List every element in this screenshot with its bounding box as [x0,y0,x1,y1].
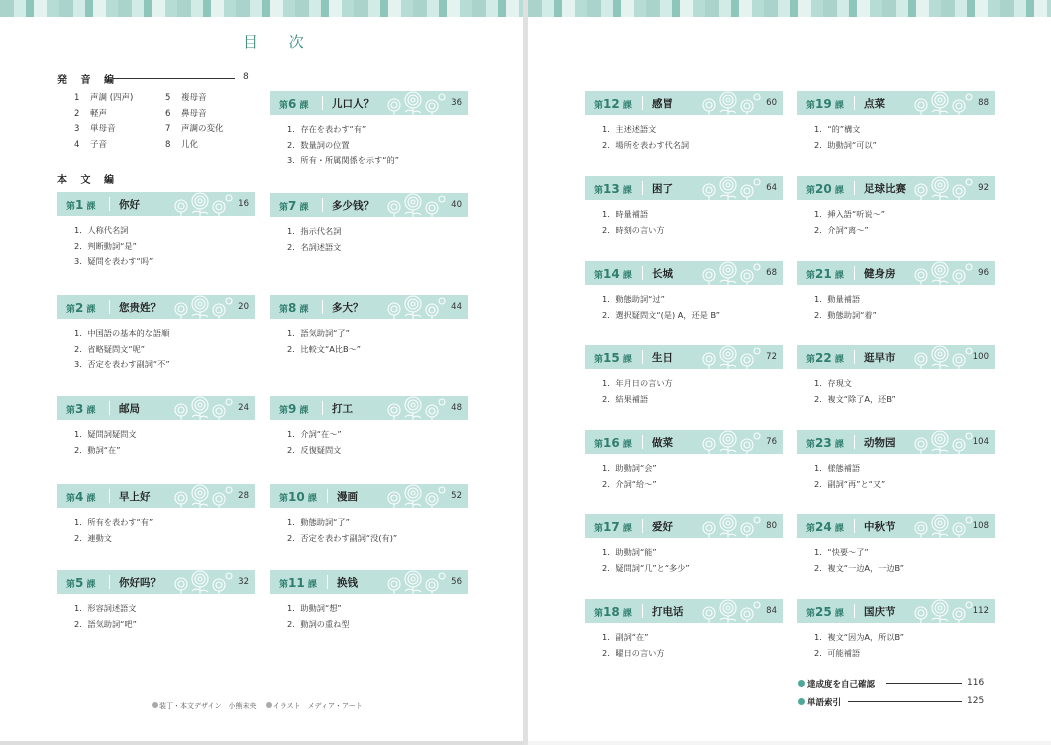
spiral-flower-decoration [695,514,765,538]
main-section-label: 本 文 編 [57,175,119,186]
lesson-page: 112 [972,606,989,616]
lesson-topic: 2．可能補語 [814,647,861,658]
spiral-flower-decoration [907,514,977,538]
lesson-number: 第4 課 [66,490,96,504]
divider [642,266,643,280]
lesson-topic: 2．判断動詞“是” [74,240,137,251]
lesson-entry-1[interactable] [57,192,255,270]
lesson-title: 长城 [652,268,673,280]
lesson-page: 32 [238,577,249,587]
divider [854,181,855,195]
lesson-entry-6[interactable] [270,91,468,169]
lesson-entry-13[interactable] [585,176,783,238]
lesson-page: 52 [451,491,462,501]
lesson-topics [814,292,995,323]
lesson-header[interactable] [57,192,255,216]
lesson-page: 80 [766,521,777,531]
divider [322,198,323,212]
lesson-number: 第3 課 [66,402,96,416]
divider [642,181,643,195]
lesson-topics [287,326,468,357]
lesson-topics [287,515,468,546]
decorative-top-band [528,0,1051,17]
divider [854,96,855,110]
lesson-entry-9[interactable] [270,396,468,458]
lesson-topics [74,601,255,632]
lesson-entry-7[interactable] [270,193,468,255]
lesson-header[interactable] [797,345,995,369]
spiral-flower-decoration [167,396,237,420]
lesson-title: 您贵姓？ [119,302,161,314]
lesson-entry-2[interactable] [57,295,255,373]
lesson-number: 第17 課 [594,520,632,534]
lesson-topics [814,122,995,153]
lesson-header[interactable] [57,396,255,420]
spiral-flower-decoration [167,192,237,216]
spiral-flower-decoration [380,193,450,217]
lesson-header[interactable] [797,176,995,200]
lesson-number: 第20 課 [806,182,844,196]
pronunciation-item: 3 単母音 [74,124,116,134]
lesson-title: 多大？ [332,302,364,314]
lesson-topic: 2．複文“除了A，还B” [814,393,896,404]
lesson-topic: 1．人称代名詞 [74,225,129,235]
spiral-flower-decoration [167,484,237,508]
divider [322,300,323,314]
lesson-topics [602,207,783,238]
pronunciation-item: 1 声調 (四声) [74,93,134,103]
pronunciation-item: 5 複母音 [165,93,207,103]
lesson-header[interactable] [585,176,783,200]
lesson-topic: 3．所有・所属関係を示す“的” [287,155,399,165]
lesson-number: 第24 課 [806,520,844,534]
lesson-topics [74,427,255,458]
spiral-flower-decoration [695,599,765,623]
lesson-page: 36 [451,98,462,108]
pronunciation-item: 4 子音 [74,139,108,150]
lesson-number: 第18 課 [594,605,632,619]
pronunciation-item: 6 鼻母音 [165,108,207,119]
lesson-topic: 1．中国語の基本的な語順 [74,328,170,338]
lesson-topic: 2．結果補語 [602,393,649,404]
lesson-entry-24[interactable] [797,514,995,576]
self-check-entry[interactable]: 達成度を自己確認 [798,678,875,690]
lesson-title: 漫画 [337,491,358,503]
lesson-topics [287,224,468,255]
lesson-topics [74,326,255,373]
lesson-topics [814,545,995,576]
lesson-topics [287,601,468,632]
lesson-title: 打电话 [652,606,684,618]
lesson-topics [602,630,783,661]
lesson-number: 第11 課 [279,576,317,590]
lesson-topic: 2．曜日の言い方 [602,647,665,658]
lesson-title: 打工 [332,403,353,415]
divider [109,575,110,589]
divider [854,604,855,618]
lesson-title: 点菜 [864,98,885,110]
spiral-flower-decoration [380,396,450,420]
bullet-icon [266,702,272,708]
divider [642,96,643,110]
lesson-entry-22[interactable] [797,345,995,407]
bullet-icon [798,698,805,705]
lesson-topic: 2．介詞“离～” [814,224,869,235]
lesson-topic: 1．所有を表わす“有” [74,517,154,527]
spiral-flower-decoration [167,295,237,319]
bullet-icon [152,702,158,708]
lesson-page: 96 [978,268,989,278]
spiral-flower-decoration [907,176,977,200]
lesson-page: 92 [978,183,989,193]
spiral-flower-decoration [695,430,765,454]
divider [854,435,855,449]
spiral-flower-decoration [167,570,237,594]
lesson-topic: 2．動詞“在” [74,444,121,455]
lesson-entry-11[interactable] [270,570,468,632]
lesson-title: 多少钱？ [332,200,374,212]
lesson-page: 44 [451,302,462,312]
lesson-topics [287,122,468,169]
divider [109,197,110,211]
lesson-topics [602,376,783,407]
lesson-topic: 1．介詞“在～” [287,429,342,439]
lesson-topic: 1．疑問詞疑問文 [74,429,137,439]
lesson-title: 足球比赛 [864,183,906,195]
lesson-number: 第1 課 [66,198,96,212]
lesson-topic: 1．“的”構文 [814,124,861,134]
lesson-title: 你好 [119,199,140,211]
pronunciation-item: 8 儿化 [165,139,199,150]
vocabulary-index-page: 125 [967,696,985,706]
lesson-page: 56 [451,577,462,587]
pronunciation-item: 2 軽声 [74,108,108,119]
lesson-header[interactable] [270,570,468,594]
lesson-entry-10[interactable] [270,484,468,546]
lesson-topic: 2．語気助詞“吧” [74,618,137,629]
lesson-header[interactable] [57,570,255,594]
lesson-number: 第6 課 [279,97,309,111]
lesson-entry-21[interactable] [797,261,995,323]
lesson-topic: 1．語気助詞“了” [287,328,350,338]
lesson-number: 第15 課 [594,351,632,365]
lesson-entry-8[interactable] [270,295,468,357]
lesson-topic: 1．時量補語 [602,209,649,219]
lesson-topic: 1．存現文 [814,378,852,388]
spiral-flower-decoration [380,91,450,115]
lesson-topic: 2．省略疑問文“呢” [74,343,146,354]
lesson-header[interactable] [270,484,468,508]
lesson-topic: 3．疑問を表わす“吗” [74,256,154,266]
lesson-page: 76 [766,437,777,447]
lesson-topic: 1．様態補語 [814,463,861,473]
lesson-title: 邮局 [119,403,140,415]
self-check-page: 116 [967,678,985,688]
divider [642,435,643,449]
bullet-icon [798,680,805,687]
lesson-entry-5[interactable] [57,570,255,632]
lesson-number: 第16 課 [594,436,632,450]
lesson-entry-19[interactable] [797,91,995,153]
lesson-title: 生日 [652,352,673,364]
lesson-topic: 2．否定を表わす副詞“没(有)” [287,532,398,543]
lesson-page: 108 [972,521,989,531]
divider [854,350,855,364]
lesson-topic: 2．数量詞の位置 [287,139,350,150]
spiral-flower-decoration [380,570,450,594]
divider [109,489,110,503]
lesson-number: 第8 課 [279,301,309,315]
divider [642,350,643,364]
lesson-title: 做菜 [652,437,673,449]
lesson-topic: 1．年月日の言い方 [602,378,673,388]
lesson-page: 68 [766,268,777,278]
lesson-page: 60 [766,98,777,108]
lesson-page: 100 [972,352,989,362]
spiral-flower-decoration [695,261,765,285]
lesson-entry-16[interactable] [585,430,783,492]
lesson-title: 国庆节 [864,606,896,618]
lesson-topic: 1．助動詞“会” [602,463,657,473]
lesson-topic: 2．選択疑問文“(是) A，还是 B” [602,309,720,320]
credits: 装丁・本文デザイン 小熊未央 イラスト メディア・アート [152,701,363,711]
lesson-entry-3[interactable] [57,396,255,458]
lesson-page: 84 [766,606,777,616]
lesson-number: 第19 課 [806,97,844,111]
lesson-title: 换钱 [337,577,358,589]
lesson-topic: 1．動量補語 [814,294,861,304]
lesson-number: 第13 課 [594,182,632,196]
lesson-topics [287,427,468,458]
spiral-flower-decoration [907,345,977,369]
divider [854,266,855,280]
divider [322,96,323,110]
divider [642,604,643,618]
lesson-topics [814,207,995,238]
lesson-topics [814,376,995,407]
lesson-topic: 2．時刻の言い方 [602,224,665,235]
divider [322,401,323,415]
lesson-title: 儿口人？ [332,98,374,110]
lesson-number: 第5 課 [66,576,96,590]
lesson-title: 健身房 [864,268,896,280]
pronunciation-list-col1 [74,91,133,153]
book-spine [523,0,528,745]
lesson-header[interactable] [797,599,995,623]
lesson-topic: 2．助動詞“可以” [814,139,877,150]
lesson-topic: 2．疑問詞“几”と“多少” [602,562,690,573]
spiral-flower-decoration [695,91,765,115]
lesson-header[interactable] [585,345,783,369]
lesson-page: 24 [238,403,249,413]
lesson-header[interactable] [270,91,468,115]
lesson-page: 64 [766,183,777,193]
lesson-topics [602,545,783,576]
lesson-entry-25[interactable] [797,599,995,661]
lesson-number: 第10 課 [279,490,317,504]
lesson-page: 40 [451,200,462,210]
lesson-number: 第23 課 [806,436,844,450]
lesson-header[interactable] [57,484,255,508]
lesson-topics [602,292,783,323]
lesson-topic: 1．複文“因为A，所以B” [814,632,904,642]
lesson-topic: 1．“快要～了” [814,547,869,557]
lesson-page: 104 [972,437,989,447]
lesson-topic: 3．否定を表わす副詞“不” [74,359,170,369]
decorative-top-band [0,0,523,17]
lesson-header[interactable] [270,193,468,217]
lesson-entry-18[interactable] [585,599,783,661]
page-bottom-edge [0,741,523,745]
lesson-header[interactable] [585,430,783,454]
lesson-header[interactable] [57,295,255,319]
lesson-header[interactable] [797,430,995,454]
lesson-topic: 2．介詞“给～” [602,478,657,489]
page-title: 目 次 [243,33,317,51]
spiral-flower-decoration [907,261,977,285]
lesson-number: 第21 課 [806,267,844,281]
lesson-topic: 1．指示代名詞 [287,226,342,236]
lesson-page: 72 [766,352,777,362]
pronunciation-section-label: 発 音 編 [57,75,119,86]
spiral-flower-decoration [695,345,765,369]
lesson-topic: 1．主述述語文 [602,124,657,134]
spiral-flower-decoration [907,91,977,115]
lesson-header[interactable] [585,514,783,538]
lesson-topics [814,630,995,661]
lesson-number: 第25 課 [806,605,844,619]
divider [854,519,855,533]
lesson-topic: 1．挿入語“听说～” [814,209,886,219]
lesson-number: 第22 課 [806,351,844,365]
lesson-header[interactable] [270,295,468,319]
lesson-entry-23[interactable] [797,430,995,492]
pronunciation-item: 7 声調の変化 [165,124,224,134]
lesson-topic: 1．副詞“在” [602,632,649,642]
lesson-title: 逛早市 [864,352,896,364]
lesson-topic: 1．形容詞述語文 [74,603,137,613]
pronunciation-list-col2 [165,91,224,153]
leader-line [886,683,962,684]
divider [109,401,110,415]
lesson-topics [814,461,995,492]
spiral-flower-decoration [380,295,450,319]
lesson-topic: 2．連動文 [74,532,112,543]
leader-line [113,78,235,79]
lesson-page: 28 [238,491,249,501]
lesson-topic: 2．副詞“再”と“又” [814,478,886,489]
lesson-header[interactable] [585,599,783,623]
lesson-topic: 1．助動詞“想” [287,603,342,613]
lesson-topic: 2．反復疑問文 [287,444,342,455]
divider [327,575,328,589]
lesson-topic: 2．名詞述語文 [287,241,342,252]
lesson-topic: 2．動態助詞“着” [814,309,877,320]
lesson-topics [602,461,783,492]
lesson-topics [74,515,255,546]
spiral-flower-decoration [907,599,977,623]
divider [642,519,643,533]
lesson-title: 感冒 [652,98,673,110]
lesson-title: 困了 [652,183,673,195]
spiral-flower-decoration [907,430,977,454]
lesson-entry-14[interactable] [585,261,783,323]
lesson-entry-15[interactable] [585,345,783,407]
lesson-entry-4[interactable] [57,484,255,546]
lesson-header[interactable] [797,91,995,115]
lesson-topics [602,122,783,153]
lesson-topic: 1．動態助詞“过” [602,294,665,304]
lesson-number: 第9 課 [279,402,309,416]
spiral-flower-decoration [695,176,765,200]
lesson-number: 第14 課 [594,267,632,281]
lesson-number: 第2 課 [66,301,96,315]
lesson-header[interactable] [797,514,995,538]
lesson-title: 你好吗？ [119,577,161,589]
lesson-topics [74,223,255,270]
lesson-title: 早上好 [119,491,151,503]
lesson-topic: 2．複文“一边A，一边B” [814,562,904,573]
spiral-flower-decoration [380,484,450,508]
lesson-topic: 1．助動詞“能” [602,547,657,557]
lesson-entry-12[interactable] [585,91,783,153]
lesson-number: 第12 課 [594,97,632,111]
lesson-page: 88 [978,98,989,108]
divider [109,300,110,314]
lesson-header[interactable] [797,261,995,285]
lesson-page: 48 [451,403,462,413]
lesson-page: 20 [238,302,249,312]
leader-line [848,701,962,702]
lesson-topic: 1．存在を表わす“有” [287,124,367,134]
vocabulary-index-entry[interactable]: 単語索引 [798,696,841,708]
lesson-page: 16 [238,199,249,209]
lesson-header[interactable] [585,91,783,115]
lesson-topic: 2．比較文“A比B～” [287,343,362,354]
lesson-title: 动物园 [864,437,896,449]
lesson-entry-20[interactable] [797,176,995,238]
lesson-header[interactable] [270,396,468,420]
lesson-title: 中秋节 [864,521,896,533]
lesson-header[interactable] [585,261,783,285]
pronunciation-page: 8 [243,72,249,82]
lesson-topic: 1．動態助詞“了” [287,517,350,527]
lesson-topic: 2．動詞の重ね型 [287,618,350,629]
lesson-topic: 2．場所を表わす代名詞 [602,139,690,150]
divider [327,489,328,503]
lesson-title: 爱好 [652,521,673,533]
lesson-number: 第7 課 [279,199,309,213]
lesson-entry-17[interactable] [585,514,783,576]
